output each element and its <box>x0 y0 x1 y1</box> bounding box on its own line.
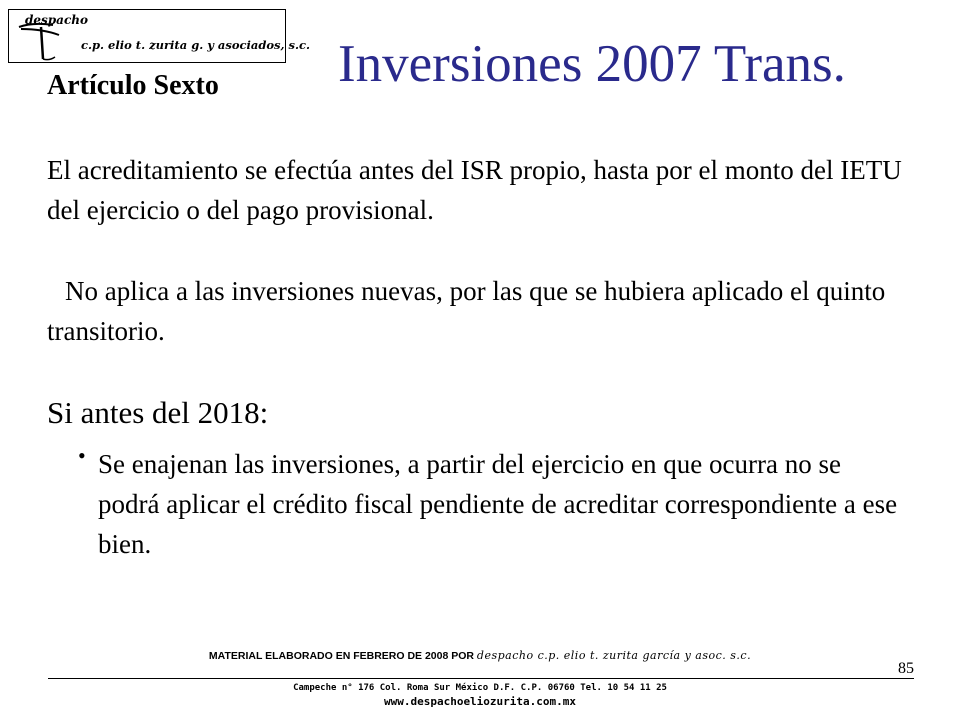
footer-address: Campeche n° 176 Col. Roma Sur México D.F. C.P. 06760 Tel. 10 54 11 25 <box>293 683 667 693</box>
section-heading: Si antes del 2018: <box>47 395 269 430</box>
footer-divider <box>48 678 914 679</box>
paragraph-exclusion: No aplica a las inversiones nuevas, por las que se hubiera aplicado el quinto transitorio. <box>47 276 886 346</box>
bullet-item: Se enajenan las inversiones, a partir del ejercicio en que ocurra no se podrá aplicar el crédito fiscal pendiente de acreditar correspondiente a ese bien. <box>98 449 898 559</box>
footer-credit-prefix: MATERIAL ELABORADO EN FEBRERO DE 2008 POR <box>208 650 474 662</box>
footer-credit <box>0 649 960 662</box>
paragraph-creditability: El acreditamiento se efectúa antes del ISR propio, hasta por el monto del IETU del ejercicio o del pago provisional. <box>47 155 902 225</box>
page-number: 85 <box>898 660 914 677</box>
logo-brand: despacho <box>25 13 88 27</box>
logo-firm-name: c.p. elio t. zurita g. y asociados, s.c. <box>81 38 311 52</box>
article-heading: Artículo Sexto <box>47 70 219 101</box>
company-logo <box>8 9 311 63</box>
bullet-dot-icon: • <box>78 443 86 468</box>
slide-title: Inversiones 2007 Trans. <box>338 35 846 93</box>
footer-website: www.despachoeliozurita.com.mx <box>383 695 577 708</box>
footer-credit-firm: despacho c.p. elio t. zurita garcía y asoc. s.c. <box>476 649 752 662</box>
